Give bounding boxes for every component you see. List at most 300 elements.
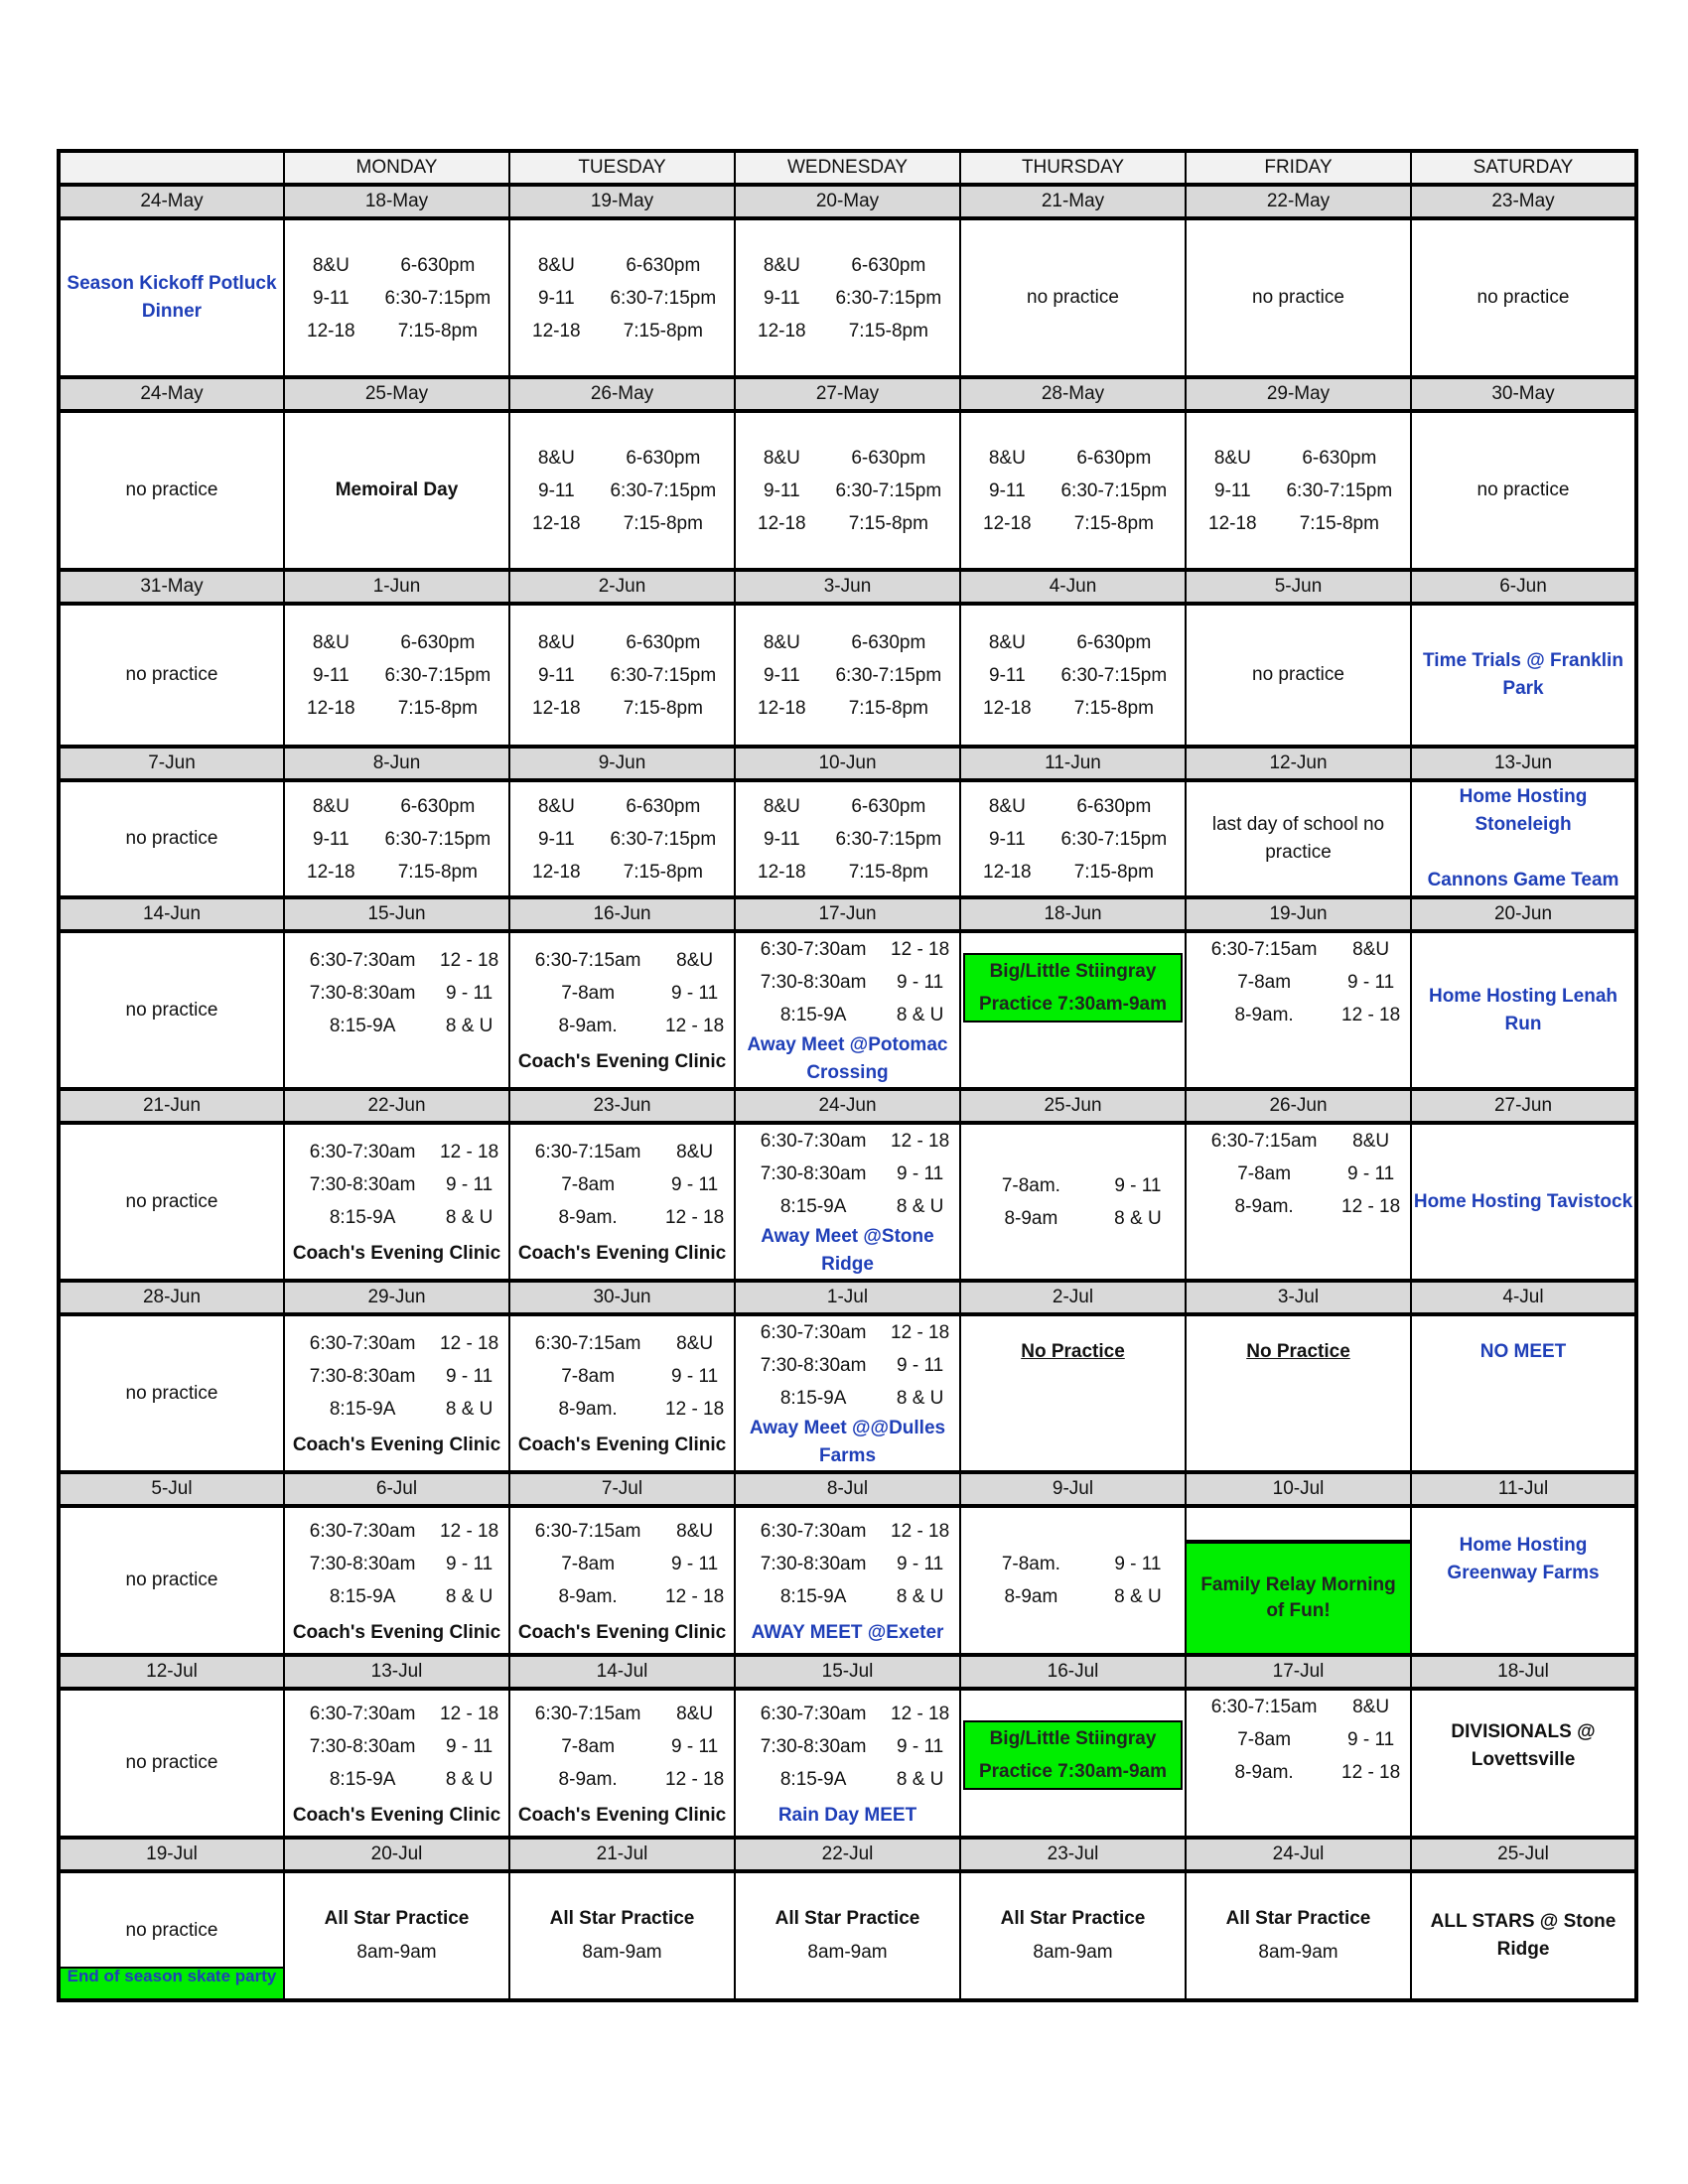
- date-cell: 29-May: [1186, 377, 1411, 411]
- week-row: [59, 1871, 1636, 2000]
- practice-cell: [1186, 1123, 1411, 1281]
- no-practice-cell: no practice: [59, 604, 284, 747]
- evening-practice-times: [510, 626, 734, 725]
- practice-left: 12-18: [758, 861, 806, 883]
- practice-right: 8 & U: [445, 1768, 493, 1790]
- allstar-title: All Star Practice: [774, 1908, 920, 1929]
- evening-practice-times: [736, 626, 959, 725]
- allstar-title: All Star Practice: [549, 1908, 695, 1929]
- no-practice-cell: no practice: [59, 411, 284, 570]
- practice-line: [285, 1763, 508, 1796]
- practice-left: 9-11: [764, 828, 800, 850]
- date-cell: 22-Jun: [284, 1089, 509, 1123]
- morning-practice-times: [510, 1515, 734, 1613]
- practice-left: 12-18: [532, 512, 581, 534]
- practice-line: [736, 249, 959, 282]
- date-cell: 20-Jul: [284, 1838, 509, 1871]
- date-cell: 26-May: [509, 377, 735, 411]
- practice-left: 12-18: [983, 697, 1032, 719]
- practice-line: [285, 315, 508, 347]
- practice-cell: [284, 1314, 509, 1472]
- practice-left: 8:15-9A: [329, 1585, 396, 1607]
- practice-right: 8 & U: [896, 1196, 944, 1217]
- week-row: [59, 931, 1636, 1089]
- practice-line: [510, 475, 734, 507]
- practice-left: 6:30-7:15am: [1210, 1697, 1318, 1717]
- allstar-cell: [284, 1871, 509, 2000]
- date-cell: 12-Jul: [59, 1655, 284, 1689]
- clinic-text: Coach's Evening Clinic: [292, 1621, 501, 1643]
- practice-right: 6-630pm: [626, 631, 701, 653]
- family-relay-text: Family Relay Morning of Fun!: [1187, 1540, 1410, 1653]
- date-row: [59, 1655, 1636, 1689]
- practice-left: 12-18: [532, 320, 581, 341]
- event-cell: Home Hosting Lenah Run: [1411, 931, 1636, 1089]
- date-cell: 1-Jun: [284, 570, 509, 604]
- date-cell: 30-Jun: [509, 1281, 735, 1314]
- practice-right: 7:15-8pm: [397, 320, 478, 341]
- date-cell: 27-Jun: [1411, 1089, 1636, 1123]
- practice-left: 8&U: [763, 795, 800, 817]
- practice-right: 7:15-8pm: [623, 697, 703, 719]
- evening-practice-times: [736, 790, 959, 888]
- practice-line: [736, 282, 959, 315]
- practice-cell: [509, 218, 735, 377]
- allstar-title: All Star Practice: [324, 1908, 470, 1929]
- practice-cell: [509, 1506, 735, 1655]
- practice-line: [510, 790, 734, 823]
- practice-right: 9 - 11: [446, 1366, 493, 1387]
- practice-right: 7:15-8pm: [623, 512, 703, 534]
- practice-line: [285, 1698, 508, 1730]
- practice-right: 12 - 18: [665, 1768, 725, 1790]
- date-cell: 21-May: [960, 185, 1186, 218]
- practice-cell: [735, 604, 960, 747]
- practice-left: 6:30-7:30am: [309, 950, 416, 971]
- date-row: [59, 1281, 1636, 1314]
- practice-right: 9 - 11: [1347, 1729, 1395, 1750]
- practice-left: 8:15-9A: [779, 1768, 847, 1790]
- practice-line: [961, 1169, 1185, 1202]
- header-friday: FRIDAY: [1186, 151, 1411, 185]
- practice-right: 9 - 11: [897, 972, 944, 993]
- date-row: [59, 1089, 1636, 1123]
- practice-left: 8:15-9A: [779, 1196, 847, 1217]
- practice-right: 6:30-7:15pm: [384, 828, 492, 850]
- practice-line: [510, 626, 734, 659]
- weekday-header-row: [59, 151, 1636, 185]
- morning-practice-times: [285, 944, 508, 1042]
- date-cell: 19-May: [509, 185, 735, 218]
- practice-line: [510, 282, 734, 315]
- practice-right: 8&U: [676, 1142, 714, 1162]
- header-monday: MONDAY: [284, 151, 509, 185]
- date-row: [59, 185, 1636, 218]
- morning-practice-times: [510, 1136, 734, 1234]
- practice-left: 8-9am.: [558, 1585, 618, 1607]
- evening-practice-times: [285, 249, 508, 347]
- date-cell: 18-Jun: [960, 897, 1186, 931]
- practice-left: 8:15-9A: [779, 1388, 847, 1409]
- practice-right: 8 & U: [896, 1768, 944, 1790]
- practice-left: 8&U: [537, 447, 575, 469]
- practice-line: [736, 966, 959, 999]
- allstar-time: 8am-9am: [582, 1942, 662, 1963]
- practice-line: [961, 1580, 1185, 1613]
- date-cell: 8-Jul: [735, 1472, 960, 1506]
- practice-right: 6:30-7:15pm: [610, 287, 717, 309]
- meet-text: Rain Day MEET: [777, 1804, 917, 1826]
- practice-left: 9-11: [764, 479, 800, 501]
- practice-line: [285, 1327, 508, 1360]
- practice-cell: [284, 1689, 509, 1838]
- practice-line: [736, 442, 959, 475]
- practice-line: [961, 659, 1185, 692]
- week-row: [59, 1314, 1636, 1472]
- week-row: [59, 218, 1636, 377]
- date-cell: 23-May: [1411, 185, 1636, 218]
- week-row: [59, 1506, 1636, 1655]
- practice-left: 7:30-8:30am: [760, 1355, 867, 1376]
- practice-line: [736, 1382, 959, 1415]
- date-cell: 24-Jul: [1186, 1838, 1411, 1871]
- practice-line: [961, 442, 1185, 475]
- date-cell: 25-Jul: [1411, 1838, 1636, 1871]
- morning-practice-times: [1187, 1125, 1410, 1223]
- allstar-cell: [960, 1871, 1186, 2000]
- practice-left: 6:30-7:30am: [309, 1520, 416, 1542]
- practice-right: 6:30-7:15pm: [384, 287, 492, 309]
- date-cell: 14-Jul: [509, 1655, 735, 1689]
- morning-practice-times: [736, 933, 959, 1031]
- event-cell: Home Hosting Tavistock: [1411, 1123, 1636, 1281]
- event-text: Home Hosting Stoneleigh: [1459, 786, 1588, 835]
- practice-line: [1187, 1125, 1410, 1158]
- practice-line: [736, 933, 959, 966]
- practice-left: 6:30-7:30am: [760, 1131, 867, 1152]
- practice-left: 7-8am: [561, 983, 616, 1004]
- practice-right: 12 - 18: [1341, 1762, 1401, 1783]
- practice-left: 8&U: [763, 631, 800, 653]
- date-cell: 4-Jun: [960, 570, 1186, 604]
- practice-right: 6:30-7:15pm: [610, 664, 717, 686]
- practice-line: [736, 315, 959, 347]
- practice-right: 8 & U: [445, 1207, 493, 1228]
- date-cell: 13-Jul: [284, 1655, 509, 1689]
- practice-right: 9 - 11: [1347, 972, 1395, 993]
- practice-left: 7-8am.: [1001, 1174, 1060, 1196]
- no-practice-cell: last day of school no practice: [1186, 780, 1411, 897]
- practice-left: 7:30-8:30am: [309, 983, 416, 1004]
- practice-line: [736, 999, 959, 1031]
- practice-right: 6:30-7:15pm: [835, 664, 942, 686]
- practice-right: 7:15-8pm: [848, 320, 928, 341]
- practice-left: 12-18: [983, 861, 1032, 883]
- practice-right: 7:15-8pm: [1073, 861, 1154, 883]
- practice-line: [510, 507, 734, 540]
- practice-right: 6-630pm: [1076, 631, 1152, 653]
- practice-left: 7:30-8:30am: [309, 1553, 416, 1574]
- practice-cell: [960, 1123, 1186, 1281]
- allstar-time: 8am-9am: [1258, 1942, 1338, 1963]
- practice-right: 9 - 11: [446, 1735, 493, 1757]
- allstar-cell: [1186, 1871, 1411, 2000]
- practice-left: 8&U: [988, 631, 1026, 653]
- practice-line: [736, 1730, 959, 1763]
- practice-right: 7:15-8pm: [623, 320, 703, 341]
- meet-text: Away Meet @Stone Ridge: [761, 1226, 934, 1275]
- practice-right: 8&U: [1352, 1697, 1390, 1717]
- morning-practice-times: [510, 1698, 734, 1796]
- practice-line: [1187, 999, 1410, 1031]
- practice-left: 7-8am: [1237, 1729, 1292, 1750]
- evening-practice-times: [510, 790, 734, 888]
- date-cell: 24-May: [59, 377, 284, 411]
- date-cell: 10-Jun: [735, 747, 960, 780]
- practice-line: [285, 1360, 508, 1393]
- practice-line: [510, 315, 734, 347]
- practice-line: [285, 1515, 508, 1548]
- practice-line: [961, 823, 1185, 856]
- practice-left: 8:15-9A: [329, 1768, 396, 1790]
- practice-left: 6:30-7:15am: [534, 1142, 641, 1162]
- practice-line: [1187, 442, 1410, 475]
- practice-line: [285, 659, 508, 692]
- stingray-practice-text: Big/Little Stiingray Practice 7:30am-9am: [963, 1720, 1183, 1790]
- practice-right: 12 - 18: [440, 1142, 499, 1162]
- practice-left: 9-11: [764, 664, 800, 686]
- practice-line: [961, 692, 1185, 725]
- date-cell: 8-Jun: [284, 747, 509, 780]
- practice-line: [1187, 507, 1410, 540]
- practice-line: [510, 1393, 734, 1426]
- morning-practice-times: [736, 1316, 959, 1415]
- week-row: [59, 780, 1636, 897]
- practice-left: 8-9am.: [558, 1399, 618, 1420]
- practice-line: [285, 1730, 508, 1763]
- practice-right: 6-630pm: [851, 254, 926, 276]
- practice-right: 12 - 18: [665, 1399, 725, 1420]
- practice-right: 12 - 18: [440, 1703, 499, 1724]
- practice-line: [1187, 1756, 1410, 1789]
- morning-practice-times: [736, 1698, 959, 1796]
- practice-right: 12 - 18: [891, 939, 950, 960]
- date-cell: 6-Jun: [1411, 570, 1636, 604]
- practice-line: [285, 790, 508, 823]
- practice-line: [961, 507, 1185, 540]
- practice-right: 7:15-8pm: [848, 512, 928, 534]
- practice-line: [285, 692, 508, 725]
- practice-left: 7-8am: [1237, 1163, 1292, 1184]
- practice-left: 7-8am: [561, 1366, 616, 1387]
- clinic-text: Coach's Evening Clinic: [292, 1434, 501, 1455]
- practice-right: 12 - 18: [891, 1703, 950, 1724]
- date-cell: 22-May: [1186, 185, 1411, 218]
- practice-cell: [284, 931, 509, 1089]
- practice-left: 6:30-7:15am: [534, 1703, 641, 1724]
- practice-left: 7:30-8:30am: [760, 1163, 867, 1184]
- practice-line: [736, 1548, 959, 1580]
- practice-line: [285, 1168, 508, 1201]
- special-event-cell: [1186, 1506, 1411, 1655]
- practice-right: 7:15-8pm: [397, 861, 478, 883]
- practice-left: 6:30-7:15am: [1210, 1131, 1318, 1152]
- allstar-time: 8am-9am: [356, 1942, 437, 1963]
- practice-line: [285, 1580, 508, 1613]
- practice-left: 12-18: [307, 697, 355, 719]
- practice-line: [736, 1125, 959, 1158]
- practice-cell: [735, 218, 960, 377]
- practice-cell: [509, 931, 735, 1089]
- practice-cell: [960, 780, 1186, 897]
- practice-right: 9 - 11: [1347, 1163, 1395, 1184]
- practice-line: [736, 1580, 959, 1613]
- clinic-text: Coach's Evening Clinic: [517, 1621, 727, 1643]
- date-cell: 11-Jul: [1411, 1472, 1636, 1506]
- practice-cell: [1186, 1689, 1411, 1838]
- date-cell: 21-Jun: [59, 1089, 284, 1123]
- date-cell: 25-Jun: [960, 1089, 1186, 1123]
- skate-party-text: End of season skate party: [61, 1967, 283, 1998]
- date-cell: 24-May: [59, 185, 284, 218]
- date-cell: 15-Jul: [735, 1655, 960, 1689]
- practice-line: [285, 1548, 508, 1580]
- practice-left: 9-11: [313, 287, 350, 309]
- practice-left: 6:30-7:15am: [1210, 939, 1318, 960]
- clinic-text: Coach's Evening Clinic: [517, 1243, 727, 1264]
- practice-right: 9 - 11: [671, 1553, 719, 1574]
- no-practice-cell: no practice: [59, 1123, 284, 1281]
- practice-line: [510, 1730, 734, 1763]
- practice-left: 7-8am.: [1001, 1554, 1060, 1574]
- date-row: [59, 897, 1636, 931]
- meet-text: AWAY MEET @Exeter: [751, 1621, 944, 1643]
- week-row: [59, 1689, 1636, 1838]
- practice-line: [510, 1763, 734, 1796]
- practice-right: 9 - 11: [671, 1174, 719, 1195]
- practice-left: 8&U: [763, 254, 800, 276]
- no-practice-cell: no practice: [960, 218, 1186, 377]
- practice-right: 8 & U: [896, 1388, 944, 1409]
- practice-right: 8 & U: [896, 1585, 944, 1607]
- practice-right: 9 - 11: [1114, 1554, 1162, 1574]
- practice-line: [961, 475, 1185, 507]
- date-cell: 7-Jul: [509, 1472, 735, 1506]
- practice-line: [736, 659, 959, 692]
- practice-right: 12 - 18: [1341, 1005, 1401, 1025]
- date-cell: 23-Jun: [509, 1089, 735, 1123]
- header-thursday: THURSDAY: [960, 151, 1186, 185]
- practice-right: 6:30-7:15pm: [1060, 664, 1168, 686]
- practice-right: 6-630pm: [851, 795, 926, 817]
- date-cell: 9-Jul: [960, 1472, 1186, 1506]
- practice-line: [736, 1349, 959, 1382]
- practice-right: 7:15-8pm: [623, 861, 703, 883]
- practice-left: 6:30-7:30am: [760, 939, 867, 960]
- practice-right: 9 - 11: [446, 983, 493, 1004]
- event-cell: Home Hosting Greenway Farms: [1411, 1506, 1636, 1655]
- practice-line: [1187, 475, 1410, 507]
- practice-left: 9-11: [989, 828, 1026, 850]
- practice-line: [285, 856, 508, 888]
- date-cell: 30-May: [1411, 377, 1636, 411]
- header-saturday: SATURDAY: [1411, 151, 1636, 185]
- no-practice-cell: no practice: [1186, 218, 1411, 377]
- event-cell: [1411, 780, 1636, 897]
- practice-right: 9 - 11: [671, 983, 719, 1004]
- practice-cell: [284, 604, 509, 747]
- event-cell: DIVISIONALS @ Lovettsville: [1411, 1689, 1636, 1838]
- practice-right: 6-630pm: [1076, 447, 1152, 469]
- practice-right: 6-630pm: [1076, 795, 1152, 817]
- date-cell: 4-Jul: [1411, 1281, 1636, 1314]
- practice-left: 12-18: [1208, 512, 1257, 534]
- practice-left: 8:15-9A: [779, 1585, 847, 1607]
- practice-line: [510, 1580, 734, 1613]
- practice-line: [510, 249, 734, 282]
- date-row: [59, 570, 1636, 604]
- practice-right: 8 & U: [1114, 1586, 1162, 1607]
- date-row: [59, 1472, 1636, 1506]
- week-row: [59, 411, 1636, 570]
- date-cell: 16-Jul: [960, 1655, 1186, 1689]
- practice-right: 12 - 18: [665, 1016, 725, 1036]
- practice-right: 9 - 11: [897, 1355, 944, 1376]
- practice-left: 8-9am.: [1234, 1762, 1294, 1783]
- practice-line: [736, 1763, 959, 1796]
- practice-line: [510, 1010, 734, 1042]
- allstar-time: 8am-9am: [807, 1942, 888, 1963]
- practice-left: 8&U: [312, 254, 350, 276]
- clinic-text: Coach's Evening Clinic: [292, 1243, 501, 1264]
- morning-practice-times: [1187, 933, 1410, 1031]
- practice-right: 8&U: [1352, 1131, 1390, 1152]
- no-practice-cell: [59, 1871, 284, 2000]
- practice-line: [510, 1168, 734, 1201]
- practice-left: 7-8am: [561, 1735, 616, 1757]
- date-cell: 14-Jun: [59, 897, 284, 931]
- morning-practice-times: [961, 1169, 1185, 1235]
- practice-right: 12 - 18: [440, 1333, 499, 1354]
- practice-left: 8&U: [537, 254, 575, 276]
- practice-right: 8&U: [1352, 939, 1390, 960]
- practice-line: [961, 626, 1185, 659]
- practice-right: 6:30-7:15pm: [610, 479, 717, 501]
- practice-left: 8&U: [988, 795, 1026, 817]
- practice-right: 7:15-8pm: [1073, 697, 1154, 719]
- date-row: [59, 747, 1636, 780]
- practice-left: 7:30-8:30am: [309, 1735, 416, 1757]
- practice-left: 6:30-7:30am: [309, 1703, 416, 1724]
- date-cell: 12-Jun: [1186, 747, 1411, 780]
- practice-line: [510, 1698, 734, 1730]
- practice-cell: [284, 1123, 509, 1281]
- practice-left: 6:30-7:30am: [309, 1333, 416, 1354]
- practice-left: 8:15-9A: [329, 1399, 396, 1420]
- event-cell: Season Kickoff Potluck Dinner: [59, 218, 284, 377]
- practice-line: [736, 1515, 959, 1548]
- practice-line: [510, 977, 734, 1010]
- practice-right: 12 - 18: [665, 1585, 725, 1607]
- practice-cell: [1186, 931, 1411, 1089]
- practice-left: 12-18: [983, 512, 1032, 534]
- practice-right: 9 - 11: [446, 1553, 493, 1574]
- no-practice-cell: no practice: [1411, 411, 1636, 570]
- practice-left: 8-9am.: [1234, 1196, 1294, 1217]
- practice-line: [285, 249, 508, 282]
- practice-right: 6-630pm: [400, 795, 476, 817]
- practice-left: 6:30-7:15am: [534, 1520, 641, 1542]
